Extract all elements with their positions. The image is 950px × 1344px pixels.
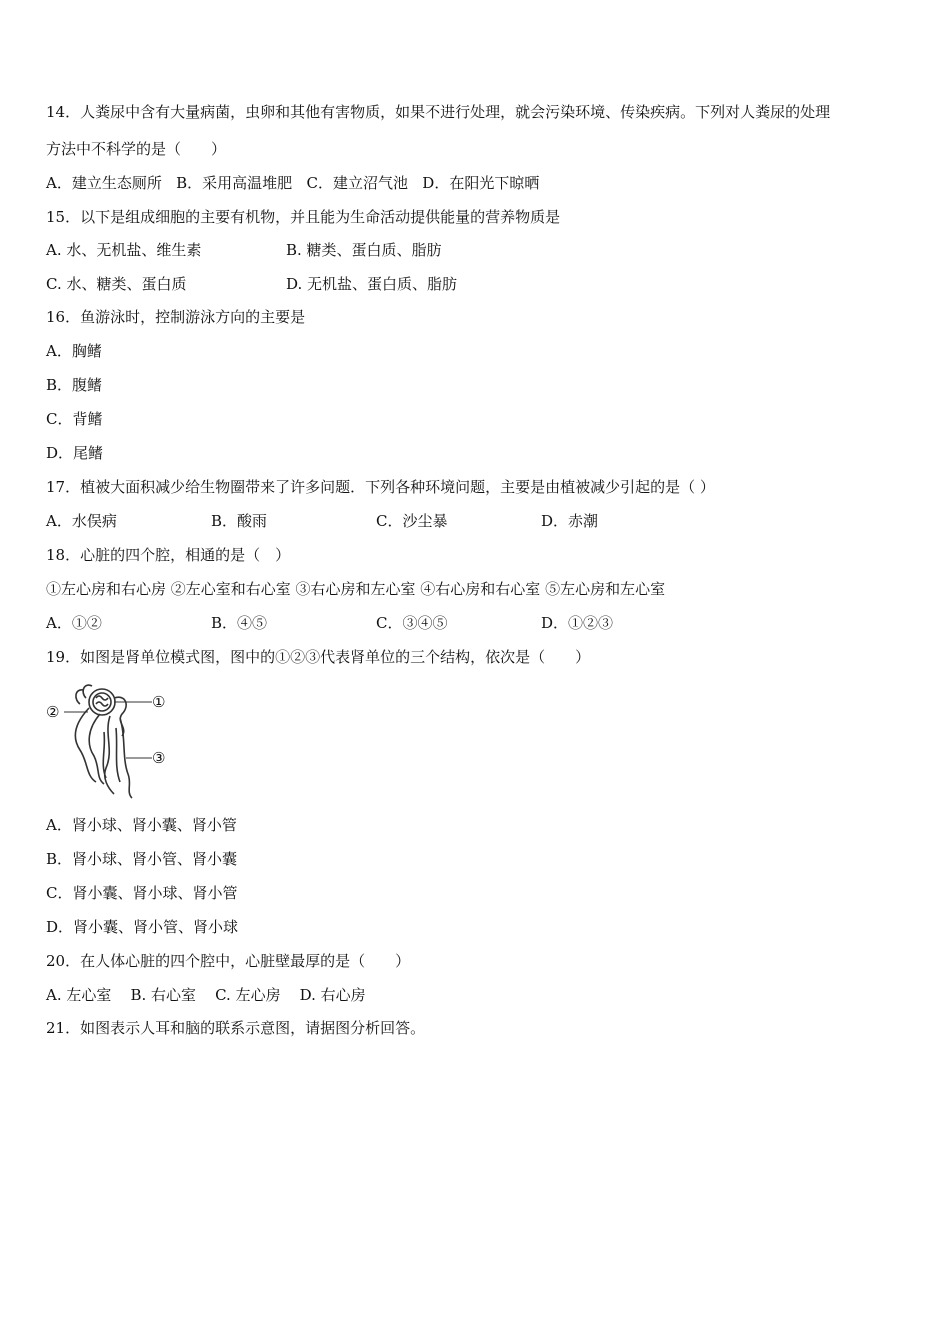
q18-option-a: A．①② — [46, 614, 102, 632]
q17-option-a: A．水俣病 — [46, 512, 117, 530]
q15-options-row2 — [46, 274, 457, 294]
q15-option-a: A. 水、无机盐、维生素 — [46, 241, 202, 259]
q14-option-a: A．建立生态厕所 — [46, 174, 162, 192]
q18-stem: 18．心脏的四个腔，相通的是（ ） — [46, 546, 291, 564]
q20-option-a: A. 左心室 — [46, 986, 112, 1004]
figure-label-2: ② — [46, 703, 60, 721]
q20-stem: 20．在人体心脏的四个腔中，心脏壁最厚的是（ ） — [46, 952, 411, 970]
q19-option-c: C．肾小囊、肾小球、肾小管 — [46, 884, 238, 902]
q14-stem-line2: 方法中不科学的是（ ） — [46, 140, 227, 158]
q17-option-c: C．沙尘暴 — [376, 512, 448, 530]
q20-options — [46, 985, 366, 1005]
q14-option-d: D．在阳光下晾晒 — [422, 174, 540, 192]
q15-stem: 15．以下是组成细胞的主要有机物，并且能为生命活动提供能量的营养物质是 — [46, 208, 561, 226]
q15-option-b: B. 糖类、蛋白质、脂肪 — [286, 241, 442, 259]
q20-option-b: B. 右心室 — [130, 986, 197, 1004]
nephron-diagram — [44, 678, 174, 800]
nephron-figure — [44, 678, 174, 800]
q20-option-c: C. 左心房 — [215, 986, 281, 1004]
q16-stem: 16．鱼游泳时，控制游泳方向的主要是 — [46, 308, 306, 326]
q14-stem-line1: 14．人粪尿中含有大量病菌，虫卵和其他有害物质，如果不进行处理，就会污染环境、传染疾病。下列对人粪尿的处理 — [46, 103, 831, 121]
q20-option-d: D. 右心房 — [299, 986, 366, 1004]
q18-option-c: C．③④⑤ — [376, 614, 448, 632]
q17-options — [46, 511, 598, 531]
q21-stem: 21．如图表示人耳和脑的联系示意图，请据图分析回答。 — [46, 1019, 426, 1037]
q19-option-d: D．肾小囊、肾小管、肾小球 — [46, 918, 239, 936]
q14-options — [46, 173, 539, 193]
q16-option-d: D．尾鳍 — [46, 444, 104, 462]
q15-option-d: D. 无机盐、蛋白质、脂肪 — [286, 275, 458, 293]
q17-option-b: B．酸雨 — [211, 512, 268, 530]
q15-option-c: C. 水、糖类、蛋白质 — [46, 275, 187, 293]
q18-options — [46, 613, 613, 633]
q16-option-b: B．腹鳍 — [46, 376, 103, 394]
q14-option-b: B．采用高温堆肥 — [176, 174, 293, 192]
q17-stem: 17．植被大面积减少给生物圈带来了许多问题．下列各种环境问题，主要是由植被减少引起的是（ ） — [46, 478, 715, 496]
q19-option-b: B．肾小球、肾小管、肾小囊 — [46, 850, 238, 868]
figure-label-3: ③ — [152, 749, 166, 767]
q14-option-c: C．建立沼气池 — [306, 174, 408, 192]
q16-option-a: A．胸鳍 — [46, 342, 102, 360]
q16-option-c: C．背鳍 — [46, 410, 103, 428]
figure-label-1: ① — [152, 693, 166, 711]
q17-option-d: D．赤潮 — [541, 512, 599, 530]
q18-option-b: B．④⑤ — [211, 614, 268, 632]
q18-option-d: D．①②③ — [541, 614, 614, 632]
q19-stem: 19．如图是肾单位模式图，图中的①②③代表肾单位的三个结构，依次是（ ） — [46, 648, 591, 666]
q15-options-row1 — [46, 240, 442, 260]
q19-option-a: A．肾小球、肾小囊、肾小管 — [46, 816, 237, 834]
q18-items: ①左心房和右心房 ②左心室和右心室 ③右心房和左心室 ④右心房和右心室 ⑤左心房和左心室 — [46, 580, 666, 598]
